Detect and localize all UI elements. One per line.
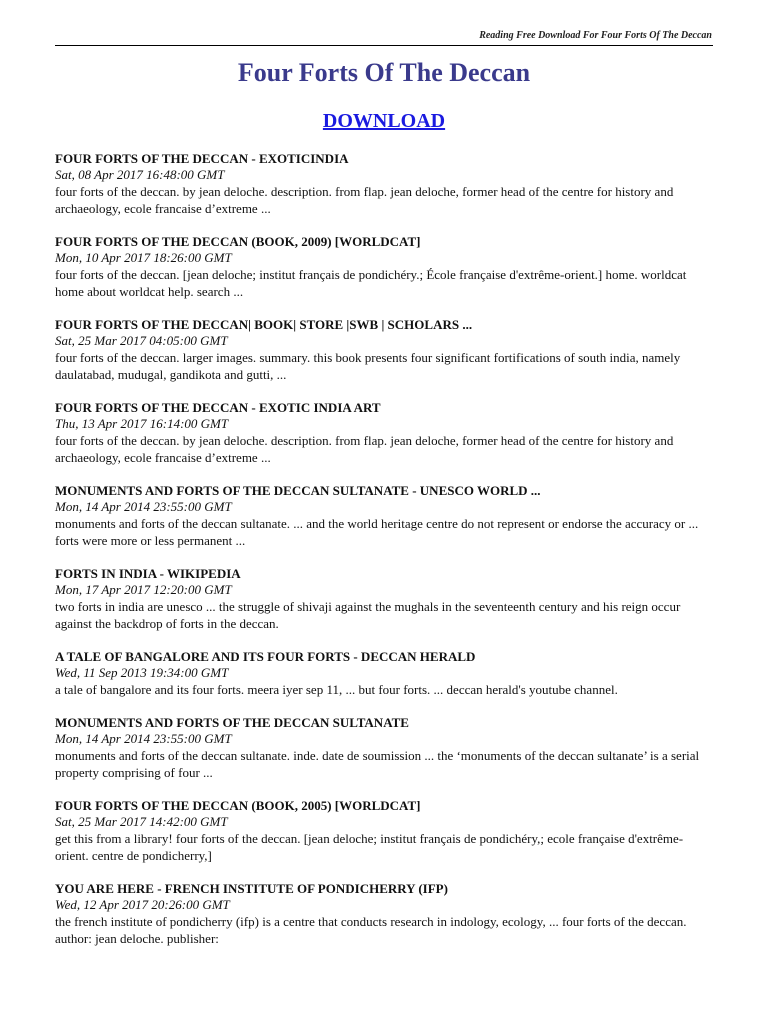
entry-title: MONUMENTS AND FORTS OF THE DECCAN SULTANATE (55, 715, 409, 730)
list-item (55, 317, 715, 383)
entry-date: Sat, 25 Mar 2017 04:05:00 GMT (55, 333, 228, 348)
list-item (55, 881, 715, 947)
entry-title: FOUR FORTS OF THE DECCAN (BOOK, 2009) [WORLDCAT] (55, 234, 421, 249)
list-item (55, 798, 715, 864)
list-item (55, 483, 715, 549)
header-divider (55, 45, 713, 46)
entry-date: Mon, 10 Apr 2017 18:26:00 GMT (55, 250, 232, 265)
entry-list (55, 151, 715, 964)
entry-date: Wed, 11 Sep 2013 19:34:00 GMT (55, 665, 229, 680)
entry-date: Mon, 17 Apr 2017 12:20:00 GMT (55, 582, 232, 597)
entry-date: Sat, 25 Mar 2017 14:42:00 GMT (55, 814, 228, 829)
entry-snippet: get this from a library! four forts of the deccan. [jean deloche; institut français de pondichéry,; ecole française d'extrême-orient. centre de pondicherry,] (55, 831, 684, 863)
entry-snippet: four forts of the deccan. larger images. summary. this book presents four significant fortifications of south india, namely daulatabad, mudugal, gandikota and gutti, ... (55, 350, 681, 382)
entry-snippet: two forts in india are unesco ... the struggle of shivaji against the mughals in the seventeenth century and his reign occur against the backdrop of forts in the deccan. (55, 599, 681, 631)
entry-snippet: four forts of the deccan. [jean deloche; institut français de pondichéry.; École française d'extrême-orient.] home. worldcat home about worldcat help. search ... (55, 267, 687, 299)
entry-title: FOUR FORTS OF THE DECCAN (BOOK, 2005) [WORLDCAT] (55, 798, 421, 813)
entry-date: Mon, 14 Apr 2014 23:55:00 GMT (55, 731, 232, 746)
entry-snippet: four forts of the deccan. by jean deloche. description. from flap. jean deloche, former head of the centre for history and archaeology, ecole francaise d’extreme ... (55, 433, 674, 465)
entry-title: FORTS IN INDIA - WIKIPEDIA (55, 566, 241, 581)
entry-date: Wed, 12 Apr 2017 20:26:00 GMT (55, 897, 230, 912)
list-item (55, 400, 715, 466)
entry-snippet: monuments and forts of the deccan sultanate. inde. date de soumission ... the ‘monuments of the deccan sultanate’ is a serial property comprising of four ... (55, 748, 700, 780)
entry-title: YOU ARE HERE - FRENCH INSTITUTE OF PONDICHERRY (IFP) (55, 881, 448, 896)
download-link[interactable]: DOWNLOAD (322, 110, 446, 132)
list-item (55, 649, 715, 698)
entry-title: FOUR FORTS OF THE DECCAN - EXOTIC INDIA ART (55, 400, 381, 415)
download-section (0, 110, 768, 133)
entry-title: A TALE OF BANGALORE AND ITS FOUR FORTS - DECCAN HERALD (55, 649, 476, 664)
header-note: Reading Free Download For Four Forts Of The Deccan (479, 30, 712, 41)
list-item (55, 234, 715, 300)
entry-date: Sat, 08 Apr 2017 16:48:00 GMT (55, 167, 225, 182)
entry-snippet: four forts of the deccan. by jean deloche. description. from flap. jean deloche, former head of the centre for history and archaeology, ecole francaise d’extreme ... (55, 184, 674, 216)
entry-snippet: monuments and forts of the deccan sultanate. ... and the world heritage centre do not represent or endorse the accuracy or ... forts were more or less permanent ... (55, 516, 699, 548)
entry-date: Mon, 14 Apr 2014 23:55:00 GMT (55, 499, 232, 514)
entry-title: FOUR FORTS OF THE DECCAN - EXOTICINDIA (55, 151, 349, 166)
page-title: Four Forts Of The Deccan (237, 58, 531, 87)
entry-snippet: a tale of bangalore and its four forts. meera iyer sep 11, ... but four forts. ... deccan herald's youtube channel. (55, 682, 618, 697)
entry-title: MONUMENTS AND FORTS OF THE DECCAN SULTANATE - UNESCO WORLD ... (55, 483, 541, 498)
list-item (55, 715, 715, 781)
list-item (55, 151, 715, 217)
entry-title: FOUR FORTS OF THE DECCAN| BOOK| STORE |SWB | SCHOLARS ... (55, 317, 473, 332)
list-item (55, 566, 715, 632)
entry-date: Thu, 13 Apr 2017 16:14:00 GMT (55, 416, 229, 431)
entry-snippet: the french institute of pondicherry (ifp) is a centre that conducts research in indology, ecology, ... four forts of the deccan. author: jean deloche. publisher: (55, 914, 687, 946)
